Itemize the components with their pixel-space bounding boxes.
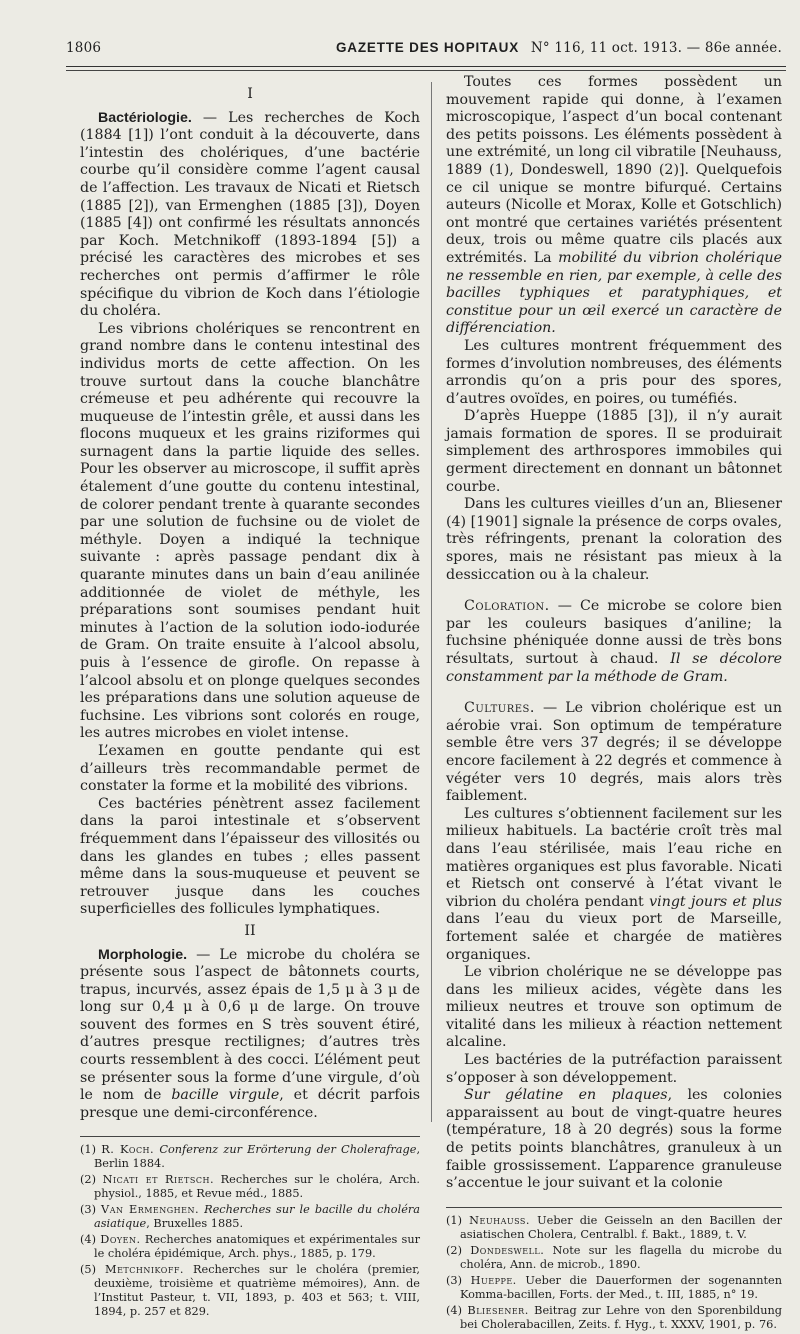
footnote: (4) Bliesener. Beitrag zur Lehre von den Sporenbildung bei Cholerabacillen, Zeits. f. Hyg., t. XXXV, 1901, p. 76. (446, 1303, 782, 1331)
paragraph-obtiennent: Les cultures s’obtiennent facilement sur les milieux habituels. La bactérie croît très mal dans l’eau stérilisée, mais l’eau riche en matières organiques est plus favorable. Nicati et Rietsch ont conservé à l’état vivant le vibrion du choléra pendant vingt jours et plus dans l’eau du vieux port de Marseille, fortement salée et chargée de matières organiques. (446, 805, 783, 963)
left-column (80, 82, 420, 1321)
paragraph-acides: Le vibrion cholérique ne se développe pas dans les milieux acides, végète dans les milieux neutres et trouve son optimum de vitalité dans les milieux à réaction nettement alcaline. (446, 964, 782, 1051)
run-in-heading: Morphologie. (98, 946, 188, 963)
section-number: I (247, 86, 253, 102)
paragraph-text: — Le microbe du choléra se présente sous l’aspect de bâtonnets courts, trapus, incurvés, assez épais de 1,5 μ à 3 μ de long sur 0,4 μ à 0,6 μ de large. On trouve souvent des formes en S très souvent étiré, d’autres presque rectilignes; d’autres très courts ressemblent à des cocci. L’élément peut se présenter sous la forme d’une virgule, d’où le nom de (80, 946, 420, 1104)
footnote: (1) Neuhauss. Ueber die Geisseln an den Bacillen der asiatischen Cholera, Centralbl. f. Bakt., 1889, t. V. (446, 1213, 782, 1241)
footnotes-left (80, 1143, 420, 1319)
run-in-heading: Bactériologie. (98, 109, 192, 126)
running-header (66, 40, 782, 62)
paragraph-toutes: Toutes ces formes possèdent un mouvement rapide qui donne, à l’examen microscopique, l’aspect d’un bocal contenant des petits poissons. Les éléments possèdent à une extrémité, un long cil vibratile [Neuhauss, 1889 (1), Dondeswell, 1890 (2)]. Quelquefois ce cil unique se montre bifurqué. Certains auteurs (Nicolle et Morax, Kolle et Gotschlich) ont montré que certaines variétés présentent deux, trois ou même quatre cils placés aux extrémités. La mobilité du vibrion cholérique ne ressemble en rien, par exemple, à celle des bacilles typhiques et paratyphiques, et constitue pour un œil exercé un caractère de différenciation. (446, 74, 782, 337)
footnote: (1) R. Koch. Conferenz zur Erörterung der Cholerafrage, Berlin 1884. (80, 1143, 421, 1171)
footnote-rule (446, 1207, 782, 1208)
paragraph-gelatine: Sur gélatine en plaques, les colonies apparaissent au bout de vingt-quatre heures (température, 18 à 20 degrés) sous la forme de petits points blanchâtres, granuleux à un faible grossissement. L’apparence granuleuse s’accentue le jour suivant et la colonie (446, 1087, 782, 1192)
paragraph-coloration: Coloration. — Ce microbe se colore bien par les couleurs basiques d’aniline; la fuchsine phéniquée donne aussi de très bons résultats, surtout à chaud. Il se décolore constamment par la méthode de Gram. (446, 598, 782, 685)
paragraph-examen: L’examen en goutte pendante qui est d’ailleurs très recommandable permet de constater la forme et la mobilité des vibrions. (80, 742, 420, 795)
paragraph-bacteries: Ces bactéries pénètrent assez facilement dans la paroi intestinale et s’observent fréquemment dans l’épaisseur des villosités ou dans les glandes en tubes ; elles passent même dans la sous-muqueuse et peuvent se retrouver jusque dans les couches superficielles des follicules lymphatiques. (80, 795, 420, 918)
paragraph-hueppe: D’après Hueppe (1885 [3]), il n’y aurait jamais formation de spores. Il se produirait simplement des arthrospores immobiles qui germent directement en donnant un bâtonnet courbe. (446, 408, 782, 495)
header-rule-thin (66, 70, 786, 71)
paragraph-text: — Les recherches de Koch (1884 [1]) l’ont conduit à la découverte, dans l’intestin des cholériques, d’une bactérie courbe qu’il considère comme l’agent causal de l’affection. Les travaux de Nicati et Rietsch (1885 [2]), van Ermenghen (1885 [3]), Doyen (1885 [4]) ont confirmé les résultats annoncés par Koch. Metchnikoff (1893-1894 [5]) a précisé les caractères des microbes et ses recherches ont permis d’affirmer le rôle spécifique du vibrion de Koch dans l’étiologie du choléra. (80, 109, 420, 320)
section-number: II (244, 922, 256, 939)
footnote: (2) Nicati et Rietsch. Recherches sur le choléra, Arch. physiol., 1885, et Revue méd., 1885. (80, 1173, 420, 1201)
journal-title: GAZETTE DES HOPITAUX (336, 40, 520, 55)
paragraph-vibrions: Les vibrions cholériques se rencontrent en grand nombre dans le contenu intestinal des individus morts de cette affection. On les trouve surtout dans la couche blanchâtre crémeuse et peu adhérente qui recouvre la muqueuse de l’intestin grêle, et aussi dans les flocons muqueux et les grains riziformes qui surnagent dans la partie liquide des selles. Pour les observer au microscope, il suffit après étalement d’une goutte du contenu intestinal, de colorer pendant trente à quarante secondes par une solution de fuchsine ou de violet de méthyle. Doyen a indiqué la technique suivante : après passage pendant dix à quarante minutes dans un bain d’eau anilinée additionnée de violet de méthyle, les préparations sont soumises pendant huit minutes à l’action de la solution iodo-iodurée de Gram. On traite ensuite à l’alcool absolu, puis à l’essence de girofle. On repasse à l’alcool absolu et on plonge quelques secondes les préparations dans une solution aqueuse de fuchsine. Les vibrions sont colorés en rouge, les autres microbes en violet intense. (80, 320, 420, 742)
footnote: (2) Dondeswell. Note sur les flagella du microbe du choléra, Ann. de microb., 1890. (446, 1243, 782, 1271)
footnote-rule (80, 1136, 420, 1137)
paragraph-putrefaction: Les bactéries de la putréfaction paraissent s’opposer à son développement. (446, 1052, 782, 1086)
run-in-heading: Coloration. (464, 598, 550, 615)
paragraph-morphologie (80, 947, 420, 1123)
footnotes-right (446, 1214, 782, 1332)
paragraph-text: , et décrit parfois presque une demi-circonférence. (80, 1087, 421, 1121)
page-number: 1806 (66, 40, 102, 56)
paragraph-formes-involution: Les cultures montrent fréquemment des formes d’involution nombreuses, des éléments arrondis qu’on a pris pour des spores, d’autres ovoïdes, en poires, ou tuméfiés. (446, 337, 782, 407)
column-divider (431, 82, 432, 1122)
footnote: (4) Doyen. Recherches anatomiques et expérimentales sur le choléra épidémique, Arch. phys., 1885, p. 179. (80, 1233, 420, 1261)
paragraph-bliesener: Dans les cultures vieilles d’un an, Bliesener (4) [1901] signale la présence de corps ovales, très réfringents, prenant la coloration des spores, mais ne résistant pas mieux à la dessiccation ou à la chaleur. (446, 496, 782, 583)
run-in-heading: Cultures. (464, 700, 535, 717)
footnote: (5) Metchnikoff. Recherches sur le choléra (premier, deuxième, troisième et quatrième mémoires), Ann. de l’Institut Pasteur, t. VII, 1893, p. 403 et 563; t. VIII, 1894, p. 257 et 829. (80, 1263, 420, 1319)
header-rule (66, 66, 786, 67)
footnote: (3) Van Ermenghen. Recherches sur le bacille du choléra asiatique, Bruxelles 1885. (80, 1203, 421, 1231)
paragraph-cultures: Cultures. — Le vibrion cholérique est un aérobie vrai. Son optimum de température semble être vers 37 degrés; il se développe encore facilement à 22 degrés et commence à végéter vers 10 degrés, mais alors très faiblement. (446, 700, 782, 805)
footnote: (3) Hueppe. Ueber die Dauerformen der sogenannten Komma-bacillen, Forts. der Med., t. III, 1885, n° 19. (446, 1273, 782, 1301)
right-column (446, 74, 782, 1334)
italic-term: bacille virgule (171, 1087, 280, 1104)
paragraph-bacteriologie (80, 110, 420, 321)
italic-passage: mobilité du vibrion cholérique ne ressemble en rien, par exemple, à celle des bacilles typhiques et paratyphiques, et constitue pour un œil exercé un caractère de différenciation. (446, 249, 782, 337)
issue-info: N° 116, 11 oct. 1913. — 86e année. (530, 40, 782, 56)
italic-passage: Il se décolore constamment par la méthode de Gram. (446, 651, 782, 685)
